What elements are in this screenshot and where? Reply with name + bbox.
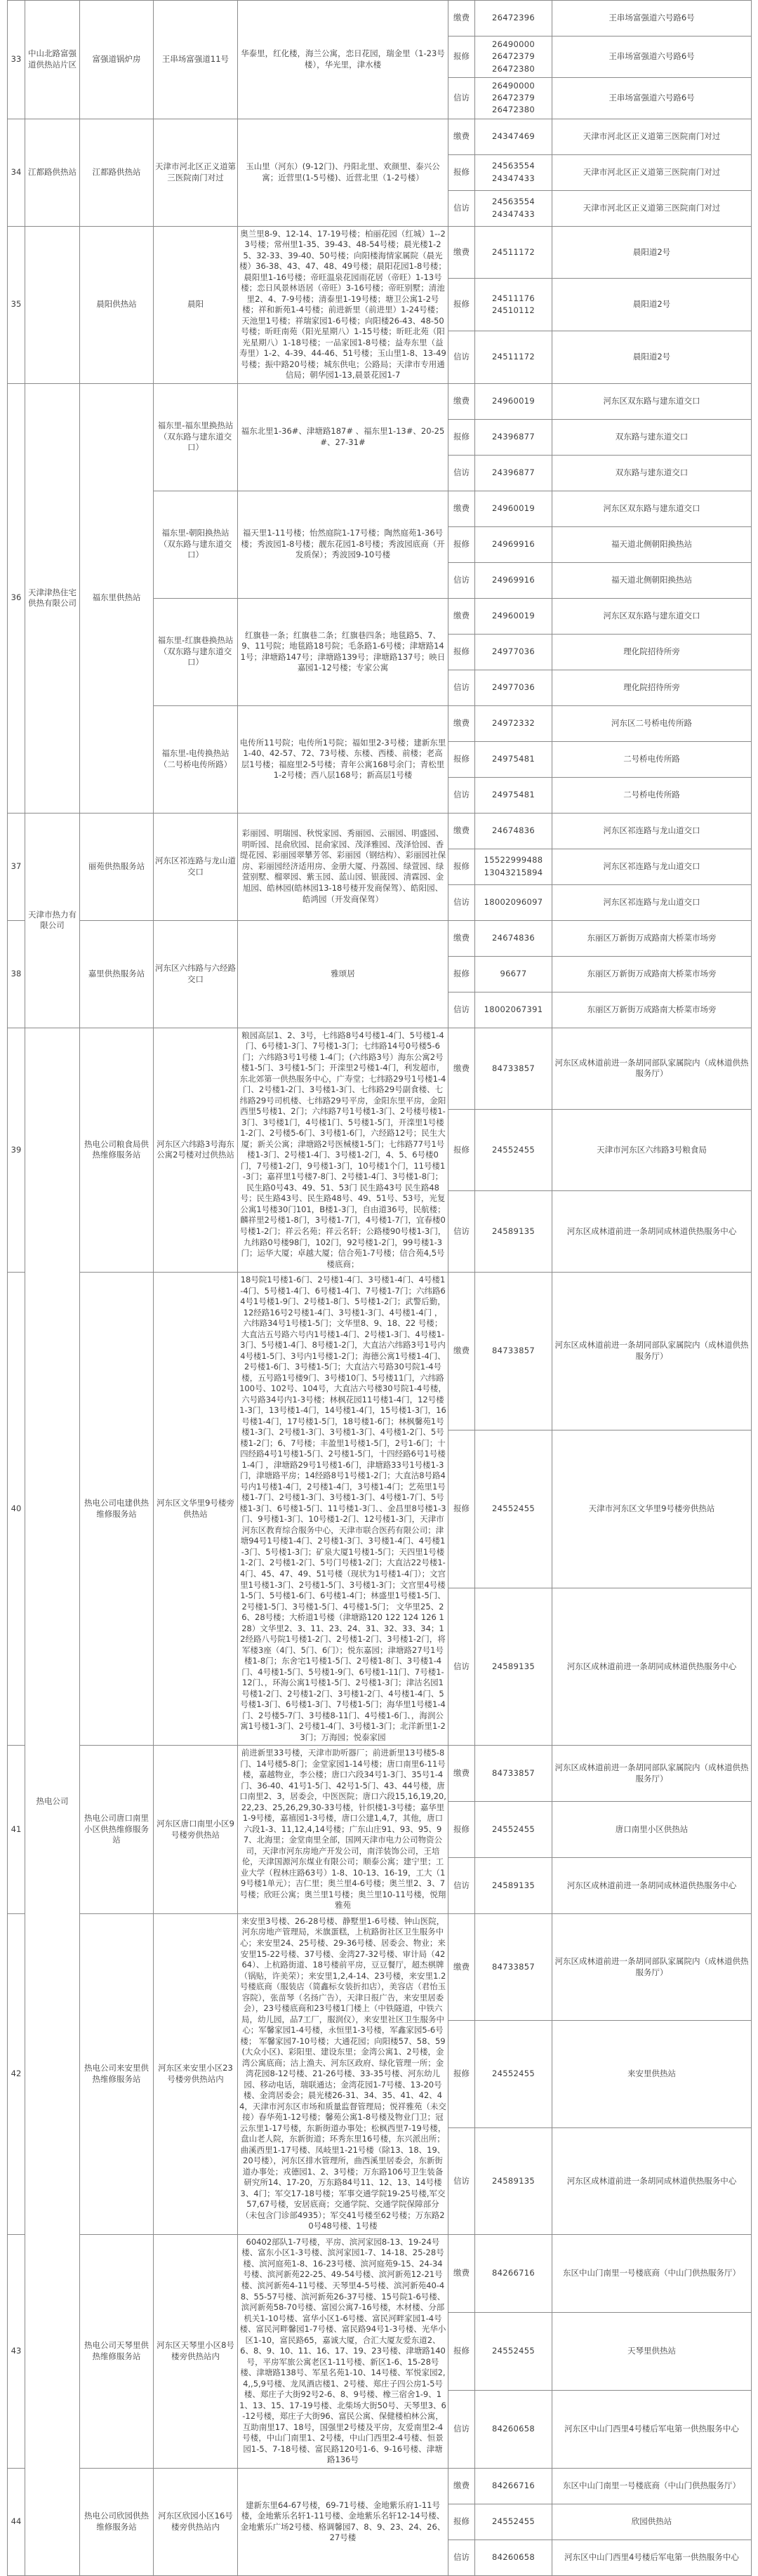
phone-cell [475, 777, 552, 813]
phone-number: 24589135 [492, 1226, 535, 1236]
contact-type-cell: 报修 [448, 526, 475, 562]
phone-number: 24977036 [492, 682, 535, 693]
contact-type-cell: 缴费 [448, 813, 475, 849]
service-address-cell: 河东区祁连路与龙山道交口 [552, 813, 752, 849]
service-area-cell: 建新东里64-67号楼，69-71号楼、金地紫乐府1-11号楼，金地紫乐名轩1-11号楼、金地紫乐名轩12-14号楼、金地紫乐广场2号楼、格调馨园7、8、9、23、24、26、27号楼 [238, 2468, 448, 2575]
phone-cell [475, 2312, 552, 2390]
phone-cell [475, 36, 552, 78]
table-row [8, 2234, 752, 2312]
phone-cell [475, 1028, 552, 1109]
service-address-cell: 王串场富强道六号路6号 [552, 1, 752, 36]
phone-cell [475, 154, 552, 190]
phone-number: 26472379 [492, 93, 535, 102]
phone-number: 24969916 [492, 539, 535, 550]
phone-cell [475, 491, 552, 526]
phone-number: 24552455 [492, 2069, 535, 2079]
phone-cell [475, 77, 552, 119]
contact-type-cell: 缴费 [448, 598, 475, 634]
table-row [8, 1913, 752, 2020]
station-cell: 福东里供热站 [80, 383, 154, 813]
company-cell: 天津津热住宅供热有限公司 [25, 383, 80, 813]
service-address-cell: 河东区祁连路与龙山道交口 [552, 884, 752, 920]
phone-cell [475, 705, 552, 741]
row-number-cell: 43 [8, 2234, 25, 2468]
station-cell: 热电公司粮食局供热维修服务站 [80, 1028, 154, 1272]
phone-number: 24347433 [492, 173, 535, 183]
service-address-cell: 河东区中山门西里4号楼后军电第一供热服务中心 [552, 2540, 752, 2575]
table-row [8, 119, 752, 154]
service-address-cell: 天津市河北区正义道第三医院南门对过 [552, 190, 752, 226]
contact-type-cell: 信访 [448, 1190, 475, 1272]
phone-number: 15522999488 [484, 855, 543, 865]
phone-number: 24975481 [492, 754, 535, 764]
contact-type-cell: 信访 [448, 2540, 475, 2575]
station-cell: 晨阳供热站 [80, 226, 154, 383]
phone-number: 26472396 [492, 13, 535, 23]
phone-cell [475, 1802, 552, 1858]
contact-type-cell: 报修 [448, 419, 475, 455]
company-cell [25, 226, 80, 383]
service-address-cell: 东区中山门南里一号楼底商（中山门供热服务厅） [552, 2468, 752, 2504]
contact-type-cell: 缴费 [448, 705, 475, 741]
substation-location-cell: 河东区文华里9号楼旁供热站 [154, 1273, 238, 1746]
contact-type-cell: 报修 [448, 849, 475, 884]
phone-number: 26490000 [492, 39, 535, 49]
phone-number: 24674836 [492, 825, 535, 836]
phone-number: 84733857 [492, 1962, 535, 1972]
row-number-cell: 34 [8, 119, 25, 226]
service-area-cell: 彩丽园、明瑞园、秋悦家园、秀丽园、云丽园、明盛园、明昕园、昆俞欣园、昆俞家园、茂泽雅园、茂泽恰园、香缇花园、彩丽园翠攀芳邻、彩丽园（钢结构）、彩丽园社保房、彩丽园经济适用房、金册大厦、丹荔园、绿萱园、绿萱别墅、榴翠园、紫玉园、蓝山园、银菠园、清霖园、金旭园、皓林园(皓林园13-18号楼开发商保驾）、皓阳园、皓鸿园（开发商保驾） [238, 813, 448, 920]
phone-number: 24396877 [492, 467, 535, 478]
phone-cell [475, 2127, 552, 2234]
phone-number: 24552455 [492, 1503, 535, 1514]
service-area-cell: 电传所11号院；电传所1号院；福如里2-3号楼；建新东里1-40、42-57、72、73号楼、东楼、西楼、前楼；老高层1号楼；福庭里2-5号楼；青年公寓168号余门；青松里1-2号楼；西八层168号；新高层1号楼 [238, 705, 448, 813]
table-row [8, 2468, 752, 2504]
contact-type-cell: 信访 [448, 190, 475, 226]
phone-number: 84260658 [492, 2424, 535, 2434]
service-area-cell: 粮园高层1、2、3号，七纬路8号4号楼1-4门、5号楼1-4门、6号楼1-3门、7号楼1-3门；七纬路14号0号楼5-6门；六纬路3号1号楼 1-4门；(六纬路3号）海东公寓2号楼1-5门、3号楼1-5门；开滦里2号楼1-4门，利发超市，东北郊第一供热服务中心，广寿堂；七纬路29号1号楼1-4门、2号楼1-2门、3号楼1-3门、七纬路29号副食楼、七纬路29号司机楼、七纬路29号平房，金阳东里平房，金阳西里5号楼1、2门；六纬路7号1号楼1-3门、2号楼号楼1-3门、3号楼1门，4号楼1门、5号楼1-5门，开滦里1号楼1-2门、2号楼5-6门、3号楼1-6门，六经路12号；民生大厦；新关公寓；津塘路2号医械楼1-5门；七纬路77号1号楼1-3门、2号楼1-4门、3号楼1-2门，4、5、6号楼0门，7号楼1-2门，9号楼1-3门，10号楼1个门，11号楼1-3门；嘉祥里1号楼7-8门、2号楼1-4门、3号楼1-8门；民生路0号43、49、51、53门 民生路43号 民生路48号；民生路43号、民生路48号、49、51号、53号，光复公寓1号楼30门101，B楼1-3门，自由道36号，民航楼；麟祥里2号楼1-8门，3号楼1-7门，4号楼1-7门，宜春楼0号楼1-2门；祥云名苑；祥云名轩；公路楼90号楼1-3门，九纬路0号楼98门，102门，92号楼1-2门，99号楼1-3门；运华大厦；卓越大厦；信合苑1-7号楼；信合苑4,5号楼底商； [238, 1028, 448, 1272]
contact-type-cell: 报修 [448, 956, 475, 992]
contact-type-cell: 缴费 [448, 1028, 475, 1109]
phone-number: 24972332 [492, 718, 535, 729]
contact-type-cell: 信访 [448, 77, 475, 119]
substation-location-cell: 河东区天琴里小区8号楼旁供热站内 [154, 2234, 238, 2468]
phone-number: 24510112 [492, 305, 535, 316]
company-cell: 江都路供热站 [25, 119, 80, 226]
station-cell: 热电公司电建供热维修服务站 [80, 1273, 154, 1746]
service-area-cell: 来安里3号楼、26-28号楼、静墅里1-6号楼、钟山医院，河东房地产管理局，米旗蛋糕，上杭路街社区卫生服务中心；来安里24、25号楼、29-36号楼、居委会、物业；来安里15-22号楼、37号楼、金湾27-32号楼、审计局（4264）、上杭路街道、18号楼前平房，豆豆餐厅，超杰棋牌（锅贴，许美荣）；来安里1,2,4-14、23号楼，来安里1.2号楼底商（服装店（简鑫标女装折扣店），美容店（君怡玉容院），张苗琴（名扬广告），天津日报广告，来安里居委会），23号楼底商和23号楼1门楼上（中铁隧道，中铁六局，幼儿园，品7工厂，服润仪），来安里社区卫生服务中心；军馨家园1-4号楼，永恒里1-3号楼，军鑫家园5-6号楼； 军馨家园7-10号楼；大通花园；向阳楼57、58、59(大众小区)、彩阳里、建设东里；金湾公寓1、2号楼，金湾公寓底商；沽上渔夫、河东区政府、绿化管理一所；金湾花园8-12号楼、21-26号楼、33-35号楼、河东幼儿园、移动电话，瑞联通达；金湾花园1-7号楼、13-20号楼、金湾居委会；晨光楼26-31、34、35、41、42、44，天津市河东区市场和质量监督管理局；悦祥雅苑（未交接）春华苑1-12号楼；馨苑公寓1-8号楼及物业门卫；冠云东里1-17号楼，东新街道办事处；松枫西里7-19号楼，盘山老人院，东新街道；环秀东里16号楼，东兴派出所；曲溪西里1-17号楼、凤岐里1-21号楼（除13、18、19、20号楼），河东区排水管理所，曲西溪里居委会，东新街道办事处；戎德园1、2、3号楼；万东路106号卫生装备研究所14、17-20，万东路84号11、12、13、14号楼3、4门；军交17-18号楼；军事交通学院19-25号楼,军交57,67号楼，安居底商；交通学院、交通学院保障部分（未包含门诊部4935）；军交41号楼至62号楼；万东路20号48号楼、1号楼 [238, 1913, 448, 2234]
station-cell: 热电公司欣园供热维修服务站 [80, 2468, 154, 2575]
service-address-cell: 晨阳道2号 [552, 279, 752, 331]
phone-cell [475, 190, 552, 226]
phone-cell [475, 1430, 552, 1588]
service-address-cell: 双东路与建东道交口 [552, 419, 752, 455]
station-cell: 富强道锅炉房 [80, 1, 154, 119]
phone-cell [475, 992, 552, 1028]
phone-cell [475, 634, 552, 670]
contact-type-cell: 信访 [448, 777, 475, 813]
company-cell: 热电公司 [25, 1028, 80, 2575]
service-area-cell: 红旗巷一条；红旗巷二条；红旗巷四条；地毯路5、7、9、11号院；地毯路18号院；毛条路1-6号楼；津塘路141号；津塘路147号；津塘路139号；津塘路137号；映日嘉园1-12号楼；专家公寓 [238, 598, 448, 705]
service-address-cell: 河东区成林道前进一条胡同成林道供热服务中心 [552, 2127, 752, 2234]
row-number-cell: 42 [8, 1913, 25, 2234]
contact-type-cell: 报修 [448, 634, 475, 670]
phone-cell [475, 670, 552, 705]
row-number-cell: 44 [8, 2468, 25, 2575]
station-cell: 热电公司唐口南里小区供热维修服务站 [80, 1746, 154, 1914]
phone-number: 24511176 [492, 293, 535, 303]
row-number-cell: 41 [8, 1746, 25, 1914]
service-address-cell: 欣园供热站 [552, 2504, 752, 2540]
contact-type-cell: 报修 [448, 1109, 475, 1190]
phone-number: 84733857 [492, 1346, 535, 1356]
heating-stations-table [7, 0, 752, 2576]
phone-number: 26490000 [492, 80, 535, 91]
substation-location-cell: 河东区六纬路与六经路交口 [154, 920, 238, 1028]
service-address-cell: 河东区成林道前进一条胡同成林道供热服务中心 [552, 1190, 752, 1272]
phone-number: 24975481 [492, 790, 535, 800]
phone-cell [475, 741, 552, 777]
phone-cell [475, 1273, 552, 1430]
service-address-cell: 河东区成林道前进一条胡同部队家属院内（成林道供热服务厅） [552, 1028, 752, 1109]
substation-location-cell: 福东里-福东里换热站（双东路与建东道交口） [154, 383, 238, 491]
phone-number: 24347433 [492, 208, 535, 219]
phone-cell [475, 455, 552, 491]
phone-cell [475, 279, 552, 331]
service-address-cell: 天琴里供热站 [552, 2312, 752, 2390]
service-address-cell: 福天道北侧朝阳换热站 [552, 526, 752, 562]
service-address-cell: 河东区成林道前进一条胡同部队家属院内（成林道供热服务厅） [552, 1273, 752, 1430]
station-cell: 热电公司来安里供热维修服务站 [80, 1913, 154, 2234]
service-area-cell: 前进新里33号楼，天津市助听器厂；前进新里13号楼5-8门、14号楼5-8门；金堂家园1-14号楼；唐口南里6-11号楼，嘉越物业，李公楼；唐口六段34号1-3门、35号1-4门、36-40、41号1-5门、42号1-5门、43、44号楼，唐口南里2、3，居委会，中医医院；唐口六段15,16,19,20,22,23、25,26,29,30-33号楼，针织楼1-3号楼；嘉华里1-9号楼，嘉禧园1-3号楼，唐口公建1,4,7，其他，唐口六段1-3、11,12,4,14号楼；广东山庄91、93、95、97、北海里；金堂南里全部，国网天津市电力公司物资公司，天津市河东房地产开发公司，南洋装饰公司，王培伦，天津国源河东煤业有限公司；顺泰公寓；建宁里；工业大学（程林庄路63号）1-8、10-13、16-19，工大（19号楼1单元）；吉仁里；奥兰里4-6号楼；奥兰里2、3、7号楼；欣旺公寓；奥兰里1号楼；奥兰里10-11号楼，悦翔雅苑 [238, 1746, 448, 1914]
contact-type-cell: 信访 [448, 562, 475, 598]
table-body [8, 1, 752, 2576]
contact-type-cell: 报修 [448, 154, 475, 190]
station-cell: 嘉里供热服务站 [80, 920, 154, 1028]
phone-cell [475, 2540, 552, 2575]
phone-number: 24960019 [492, 611, 535, 621]
service-area-cell: 60402部队1-7号楼，平房、滨河家园8-13、19-24号楼、富东小区1-3号楼、滨河家园1-7、14-18、25-28号楼、滨河庭苑1-8、16-23号楼、滨河庭苑9-15、24-34号楼、滨河新苑22-25、49-54号楼、滨河新苑12-21号楼、滨河新苑4-11号楼、天琴里4-5号楼、滨河新苑40-48、55-57号楼、滨河新苑26-37号楼、15号院1-6号楼、滨河新苑58-70号楼、富园公寓7-16号楼，木材楼、分部机关1-10号楼、富华小区1-6号楼、富民河畔家园1-4号楼、富民河畔馨园1-7号楼、富民路94号1-3号楼、光华小区1-10，富民路65，嘉诚大厦，合汇大厦友爱东道2、6、8、9、10、11、16、17、19、23号楼、津塘路140号，平房军旅公寓老区1-11号楼、新区1-6、15-28号楼、津塘路138号、军星名苑1-10、14号楼、军悦家园2,4,,5,9号楼、龙凤酒店楼1、2号楼、郑庄子四公房1-5号楼、郑庄子大街92号2-6、8、9号楼、橡三宿舍1-9、11、13、15、17-19号楼、北柴场大街50号、天琴里3、6-12号楼，郑庄子大街96、富民公寓、保健楼柏林公寓，互助南里17、18号，国强里2号楼及平房，友爱南里2-4号楼，中山门南里1、2号楼，中山门西里2-4号楼、恒景园1-5、7-18号楼、富民路120号1-6、9-16号楼、津塘路136号 [238, 2234, 448, 2468]
substation-location-cell: 河东区六纬路3号海东公寓2号楼对过供热站 [154, 1028, 238, 1272]
phone-number: 24511172 [492, 352, 535, 362]
table-row [8, 1746, 752, 1802]
phone-cell [475, 1588, 552, 1746]
phone-number: 24552455 [492, 1144, 535, 1155]
contact-type-cell: 信访 [448, 331, 475, 383]
phone-number: 26472380 [492, 105, 535, 115]
phone-cell [475, 884, 552, 920]
row-number-cell: 37 [8, 813, 25, 920]
phone-cell [475, 526, 552, 562]
phone-cell [475, 1858, 552, 1914]
contact-type-cell: 缴费 [448, 920, 475, 956]
phone-cell [475, 2234, 552, 2312]
service-area-cell: 华泰里，红化楼，海兰公寓，恋日花园，瑞金里（1-23号楼），华光里，津水楼 [238, 1, 448, 119]
contact-type-cell: 报修 [448, 1802, 475, 1858]
service-address-cell: 天津市河北区正义道第三医院南门对过 [552, 154, 752, 190]
phone-number: 96677 [500, 969, 527, 979]
service-address-cell: 河东区中山门西里4号楼后军电第一供热服务中心 [552, 2390, 752, 2468]
table-row [8, 920, 752, 956]
phone-number: 26472379 [492, 51, 535, 62]
substation-location-cell: 河东区祁连路与龙山道交口 [154, 813, 238, 920]
contact-type-cell: 报修 [448, 2021, 475, 2127]
service-address-cell: 晨阳道2号 [552, 331, 752, 383]
phone-cell [475, 1190, 552, 1272]
service-address-cell: 河东区成林道前进一条胡同部队家属院内（成林道供热服务厅） [552, 1746, 752, 1802]
contact-type-cell: 报修 [448, 741, 475, 777]
table-row [8, 813, 752, 849]
phone-number: 84266716 [492, 2481, 535, 2491]
substation-location-cell: 福东里-红旗巷换热站（双东路与建东道交口） [154, 598, 238, 705]
phone-cell [475, 956, 552, 992]
service-address-cell: 东区中山门南里一号楼底商（中山门供热服务厅） [552, 2234, 752, 2312]
service-area-cell: 玉山里（河东）(9-12门)、丹阳北里、欢颜里、泰兴公寓；近营里(1-5号楼)、近营北里（1-2号楼） [238, 119, 448, 226]
service-address-cell: 河东区双东路与建东道交口 [552, 383, 752, 419]
phone-number: 26472380 [492, 63, 535, 74]
service-address-cell: 河东区成林道前进一条胡同成林道供热服务中心 [552, 1588, 752, 1746]
contact-type-cell: 缴费 [448, 226, 475, 279]
service-area-cell: 雅颂居 [238, 920, 448, 1028]
service-area-cell: 福东北里1-36#、津塘路187# 、福东里1-13#、20-25#、27-31# [238, 383, 448, 491]
service-address-cell: 东丽区万新街万成路南大桥菜市场旁 [552, 920, 752, 956]
phone-cell [475, 849, 552, 884]
service-address-cell: 河东区成林道前进一条胡同部队家属院内（成林道供热服务厅） [552, 1913, 752, 2020]
table-row [8, 1028, 752, 1109]
table-row [8, 1273, 752, 1430]
phone-number: 24960019 [492, 396, 535, 406]
phone-number: 13043215894 [484, 867, 543, 877]
contact-type-cell: 报修 [448, 2504, 475, 2540]
contact-type-cell: 信访 [448, 884, 475, 920]
substation-location-cell: 福东里-朝阳换热站（双东路与建东道交口） [154, 491, 238, 598]
contact-type-cell: 信访 [448, 670, 475, 705]
service-address-cell: 东丽区万新街万成路南大桥菜市场旁 [552, 992, 752, 1028]
phone-number: 24347469 [492, 131, 535, 141]
phone-cell [475, 1746, 552, 1802]
contact-type-cell: 缴费 [448, 491, 475, 526]
service-address-cell: 天津市河东区六纬路3号粮食局 [552, 1109, 752, 1190]
phone-cell [475, 119, 552, 154]
service-address-cell: 天津市河北区正义道第三医院南门对过 [552, 119, 752, 154]
phone-number: 24977036 [492, 646, 535, 657]
phone-number: 24674836 [492, 933, 535, 943]
phone-cell [475, 2504, 552, 2540]
phone-number: 24552455 [492, 1824, 535, 1834]
phone-cell [475, 813, 552, 849]
phone-number: 84733857 [492, 1063, 535, 1073]
phone-number: 24969916 [492, 575, 535, 585]
phone-number: 24563554 [492, 161, 535, 171]
service-address-cell: 福天道北侧朝阳换热站 [552, 562, 752, 598]
station-cell: 热电公司天琴里供热维修服务站 [80, 2234, 154, 2468]
contact-type-cell: 信访 [448, 1858, 475, 1914]
station-cell: 丽苑供热服务站 [80, 813, 154, 920]
service-area-cell: 奥兰里8-9、12-14、17-19号楼；柏丽花园（红城）1--23号楼；常州里1-35、39-43、48-54号楼；晨光楼1-25、32-33、39-40、50号楼；向阳楼海情家属院（晨光楼）36-38、43、47、48、49号楼；晨阳花园1-8号楼；晨阳里1-16号楼；帝旺温泉花园雨花居（帝旺）1-13号楼；恋日风景林语居（帝旺）3-16号楼；帝旺别墅；清池里2、4、7-9号楼；清泰里1-19号楼；塘卫公寓1-2号楼；祥和新苑1-4号楼；前进新里（前进里）1-24号楼；天池里1号楼；祥瑞家园1-6号楼；向阳楼26-43、48-50号楼；昕旺南苑（阳光星期八）1-15号楼；昕旺北苑（阳光星期八）1-18号楼；一品家园1-8号楼；益寿东里（益寿里）1-2、4-39、44-46、51号楼；玉山里1-8、13-49号楼；振中路20号楼；城东供电；公路局；天津市专用通信局；朝华园1-13,晨景花园1-7 [238, 226, 448, 383]
contact-type-cell: 缴费 [448, 2468, 475, 2504]
contact-type-cell: 信访 [448, 1588, 475, 1746]
phone-number: 24552455 [492, 2346, 535, 2356]
phone-cell [475, 419, 552, 455]
phone-number: 24589135 [492, 1661, 535, 1671]
phone-cell [475, 226, 552, 279]
contact-type-cell: 缴费 [448, 1273, 475, 1430]
contact-type-cell: 报修 [448, 36, 475, 78]
phone-cell [475, 383, 552, 419]
table-row [8, 383, 752, 419]
service-address-cell: 河东区祁连路与龙山道交口 [552, 849, 752, 884]
contact-type-cell: 信访 [448, 2390, 475, 2468]
service-area-cell: 福天里1-11号楼；怡然庭院1-17号楼；陶然庭苑1-36号楼；秀波园1-8号楼；靓东花园1-8号楼；秀波园底商（开发质保）；秀波园9-10号楼 [238, 491, 448, 598]
service-address-cell: 晨阳道2号 [552, 226, 752, 279]
contact-type-cell: 信访 [448, 455, 475, 491]
contact-type-cell: 缴费 [448, 1746, 475, 1802]
service-address-cell: 二号桥电传所路 [552, 741, 752, 777]
service-area-cell: 18号院1号楼1-6门、2号楼1-4门、3号楼1-4门、4号楼1-4门、5号楼1-4门、6号楼1-4门、7号楼1-7门；六纬路64号1号楼1-9门、2号楼1-8门、5号楼1-2门；武警后勤，12经路16号2号楼1-4门、3号楼1-3门、4号楼1-4门 ，六纬路34号1号楼1-5门；文华里8、9、18、22 号楼；大直沽五号路六号内1号楼1-4门、2号楼1-3门、4号楼1-3门、5号楼1-4门、8号楼1-2门，大直沽六纬路3号1号内4号楼1-5门、3号内1号楼1-2门；海德公寓1号楼1-4门、2号楼1-6门、3号楼1-5门；大直沽六号路30号院1-4号楼，五号路1号楼9门、3号楼10门、5号楼11门，六纬路100号、102号、104号，大直沽六号楼30号院1-4号楼，六号路34号内1-3号楼；林枫花园11号楼1-4门，12号楼1-3门，13号楼1-4门，14号楼1-4门，15号楼1-3门，16号楼1-4门，17号楼1-5门，18号楼1-6门；林枫馨苑1号楼1-3门、2号楼1-3门、3号楼1-3门、4号楼1-2门、5号楼1-2门；6、7号楼；丰盈里1号楼1-5门，2号1-6门；十四经路4号1号楼1-5门、2号楼1-5门，十四经路6号1号楼1-4门 ，津塘路29号1号楼1-6门，津塘路33号1号楼1-3门，津塘路平房；14经路8号1号楼1-2门；大直沽8号路4号内1号楼1-4门，2号楼1-4门，3号楼1-4门；艺苑里1号楼1-7门、2号楼1-3门、3号楼1-3门、4号楼1-7门、5号楼1-3门、6号楼1-5门、11号楼1-3门、、金昌里8号楼1-3门、9号楼1-3门、10号楼1-2门、12号楼1-3门，天津市河东区教育综合服务中心，天津市联合医药有限公司；津塘94号1号楼1-4门、2号楼1-3门、3号楼1-4门、4号楼1-3门、5号楼1-3门；矿泉大厦1号楼1-5门；天四里1号楼1-2门、2号楼1-2门、5号门号楼1-2门；大直沽22号楼1-4门、45、47、49、51号楼（现状为1号楼1-4门）；文宫里1号楼1-3门、2号楼1-5门、3号楼1-3门；文宫里4号楼1-5门、5号楼1-6门、6号楼1-4门；林盛里1号楼1-5门、2号楼1-5门、3号楼1-5门、4号楼1-5门； 文华里25、26、28号楼；大桥道1号楼（津塘路120 122 124 126 128）文华里2、3、11、23、24、31、32、33、34；12经路八号院1号楼1-2门、2号楼1-2门、3号楼1-2门，将军楼3座（4门、5门、6门）；悦东嘉园；津塘路27号1号楼1-8门；东舍宅1号楼1-5门、2号楼1-8门、3号楼1-4门、4号楼1-5门、5号楼1-9门、6号楼1-11门、7号楼1-12门、，环海公寓1号楼1-5门、2号楼1-3门；津沽名园1号楼1-2门、2号楼1-2门、3号楼1-2门、4号楼1-4门、5号楼1-3门、6号楼1-3门、7号楼1-5门；海华里1号楼1-4门、2号楼5-7门、3号楼8-11门、4号楼1-6门、，海润公寓1号楼1-3门、2号楼1-4门、3号楼1-3门；北洋新里1-23门；万海园；悦泰家园 [238, 1273, 448, 1746]
service-address-cell: 来安里供热站 [552, 2021, 752, 2127]
contact-type-cell: 缴费 [448, 1, 475, 36]
service-address-cell: 二号桥电传所路 [552, 777, 752, 813]
row-number-cell: 33 [8, 1, 25, 119]
phone-cell [475, 920, 552, 956]
substation-location-cell: 天津市河北区正义道第三医院南门对过 [154, 119, 238, 226]
phone-number: 24552455 [492, 2516, 535, 2527]
service-address-cell: 理化院招待所旁 [552, 670, 752, 705]
service-address-cell: 天津市河东区文华里9号楼旁供热站 [552, 1430, 752, 1588]
phone-cell [475, 562, 552, 598]
phone-cell [475, 2021, 552, 2127]
substation-location-cell: 河东区唐口南里小区9号楼旁供热站 [154, 1746, 238, 1914]
station-cell: 江都路供热站 [80, 119, 154, 226]
contact-type-cell: 报修 [448, 1430, 475, 1588]
service-address-cell: 河东区双东路与建东道交口 [552, 491, 752, 526]
service-address-cell: 河东区二号桥电传所路 [552, 705, 752, 741]
row-number-cell: 35 [8, 226, 25, 383]
substation-location-cell: 王串场富强道11号 [154, 1, 238, 119]
substation-location-cell: 福东里-电传换热站（二号桥电传所路） [154, 705, 238, 813]
contact-type-cell: 信访 [448, 2127, 475, 2234]
contact-type-cell: 缴费 [448, 1913, 475, 2020]
phone-number: 24396877 [492, 432, 535, 442]
phone-number: 24589135 [492, 1880, 535, 1890]
contact-type-cell: 报修 [448, 279, 475, 331]
contact-type-cell: 缴费 [448, 383, 475, 419]
company-cell: 中山北路富强道供热站片区 [25, 1, 80, 119]
contact-type-cell: 缴费 [448, 119, 475, 154]
phone-cell [475, 2390, 552, 2468]
contact-type-cell: 报修 [448, 2312, 475, 2390]
phone-cell [475, 1109, 552, 1190]
phone-number: 18002067391 [484, 1004, 543, 1015]
phone-cell [475, 1913, 552, 2020]
phone-cell [475, 331, 552, 383]
service-address-cell: 王串场富强道六号路6号 [552, 36, 752, 78]
phone-number: 84733857 [492, 1768, 535, 1779]
phone-number: 24511172 [492, 246, 535, 257]
phone-number: 84260658 [492, 2552, 535, 2563]
service-address-cell: 东丽区万新街万成路南大桥菜市场旁 [552, 956, 752, 992]
phone-number: 18002096097 [484, 897, 543, 908]
row-number-cell: 36 [8, 383, 25, 813]
row-number-cell: 39 [8, 1028, 25, 1272]
phone-number: 24589135 [492, 2175, 535, 2186]
service-address-cell: 河东区双东路与建东道交口 [552, 598, 752, 634]
phone-number: 84266716 [492, 2268, 535, 2278]
service-address-cell: 双东路与建东道交口 [552, 455, 752, 491]
substation-location-cell: 晨阳 [154, 226, 238, 383]
phone-number: 24960019 [492, 503, 535, 514]
contact-type-cell: 信访 [448, 992, 475, 1028]
table-row [8, 1, 752, 36]
phone-cell [475, 1, 552, 36]
phone-cell [475, 2468, 552, 2504]
service-address-cell: 王串场富强道六号路6号 [552, 77, 752, 119]
service-address-cell: 理化院招待所旁 [552, 634, 752, 670]
contact-type-cell: 缴费 [448, 2234, 475, 2312]
substation-location-cell: 河东区欣园小区16号楼旁供热站内 [154, 2468, 238, 2575]
service-address-cell: 唐口南里小区供热站 [552, 1802, 752, 1858]
company-cell: 天津市热力有限公司 [25, 813, 80, 1028]
substation-location-cell: 河东区来安里小区23号楼旁供热站内 [154, 1913, 238, 2234]
phone-number: 24563554 [492, 197, 535, 207]
row-number-cell: 40 [8, 1273, 25, 1746]
row-number-cell: 38 [8, 920, 25, 1028]
table-row [8, 226, 752, 279]
phone-cell [475, 598, 552, 634]
service-address-cell: 河东区成林道前进一条胡同成林道供热服务中心 [552, 1858, 752, 1914]
